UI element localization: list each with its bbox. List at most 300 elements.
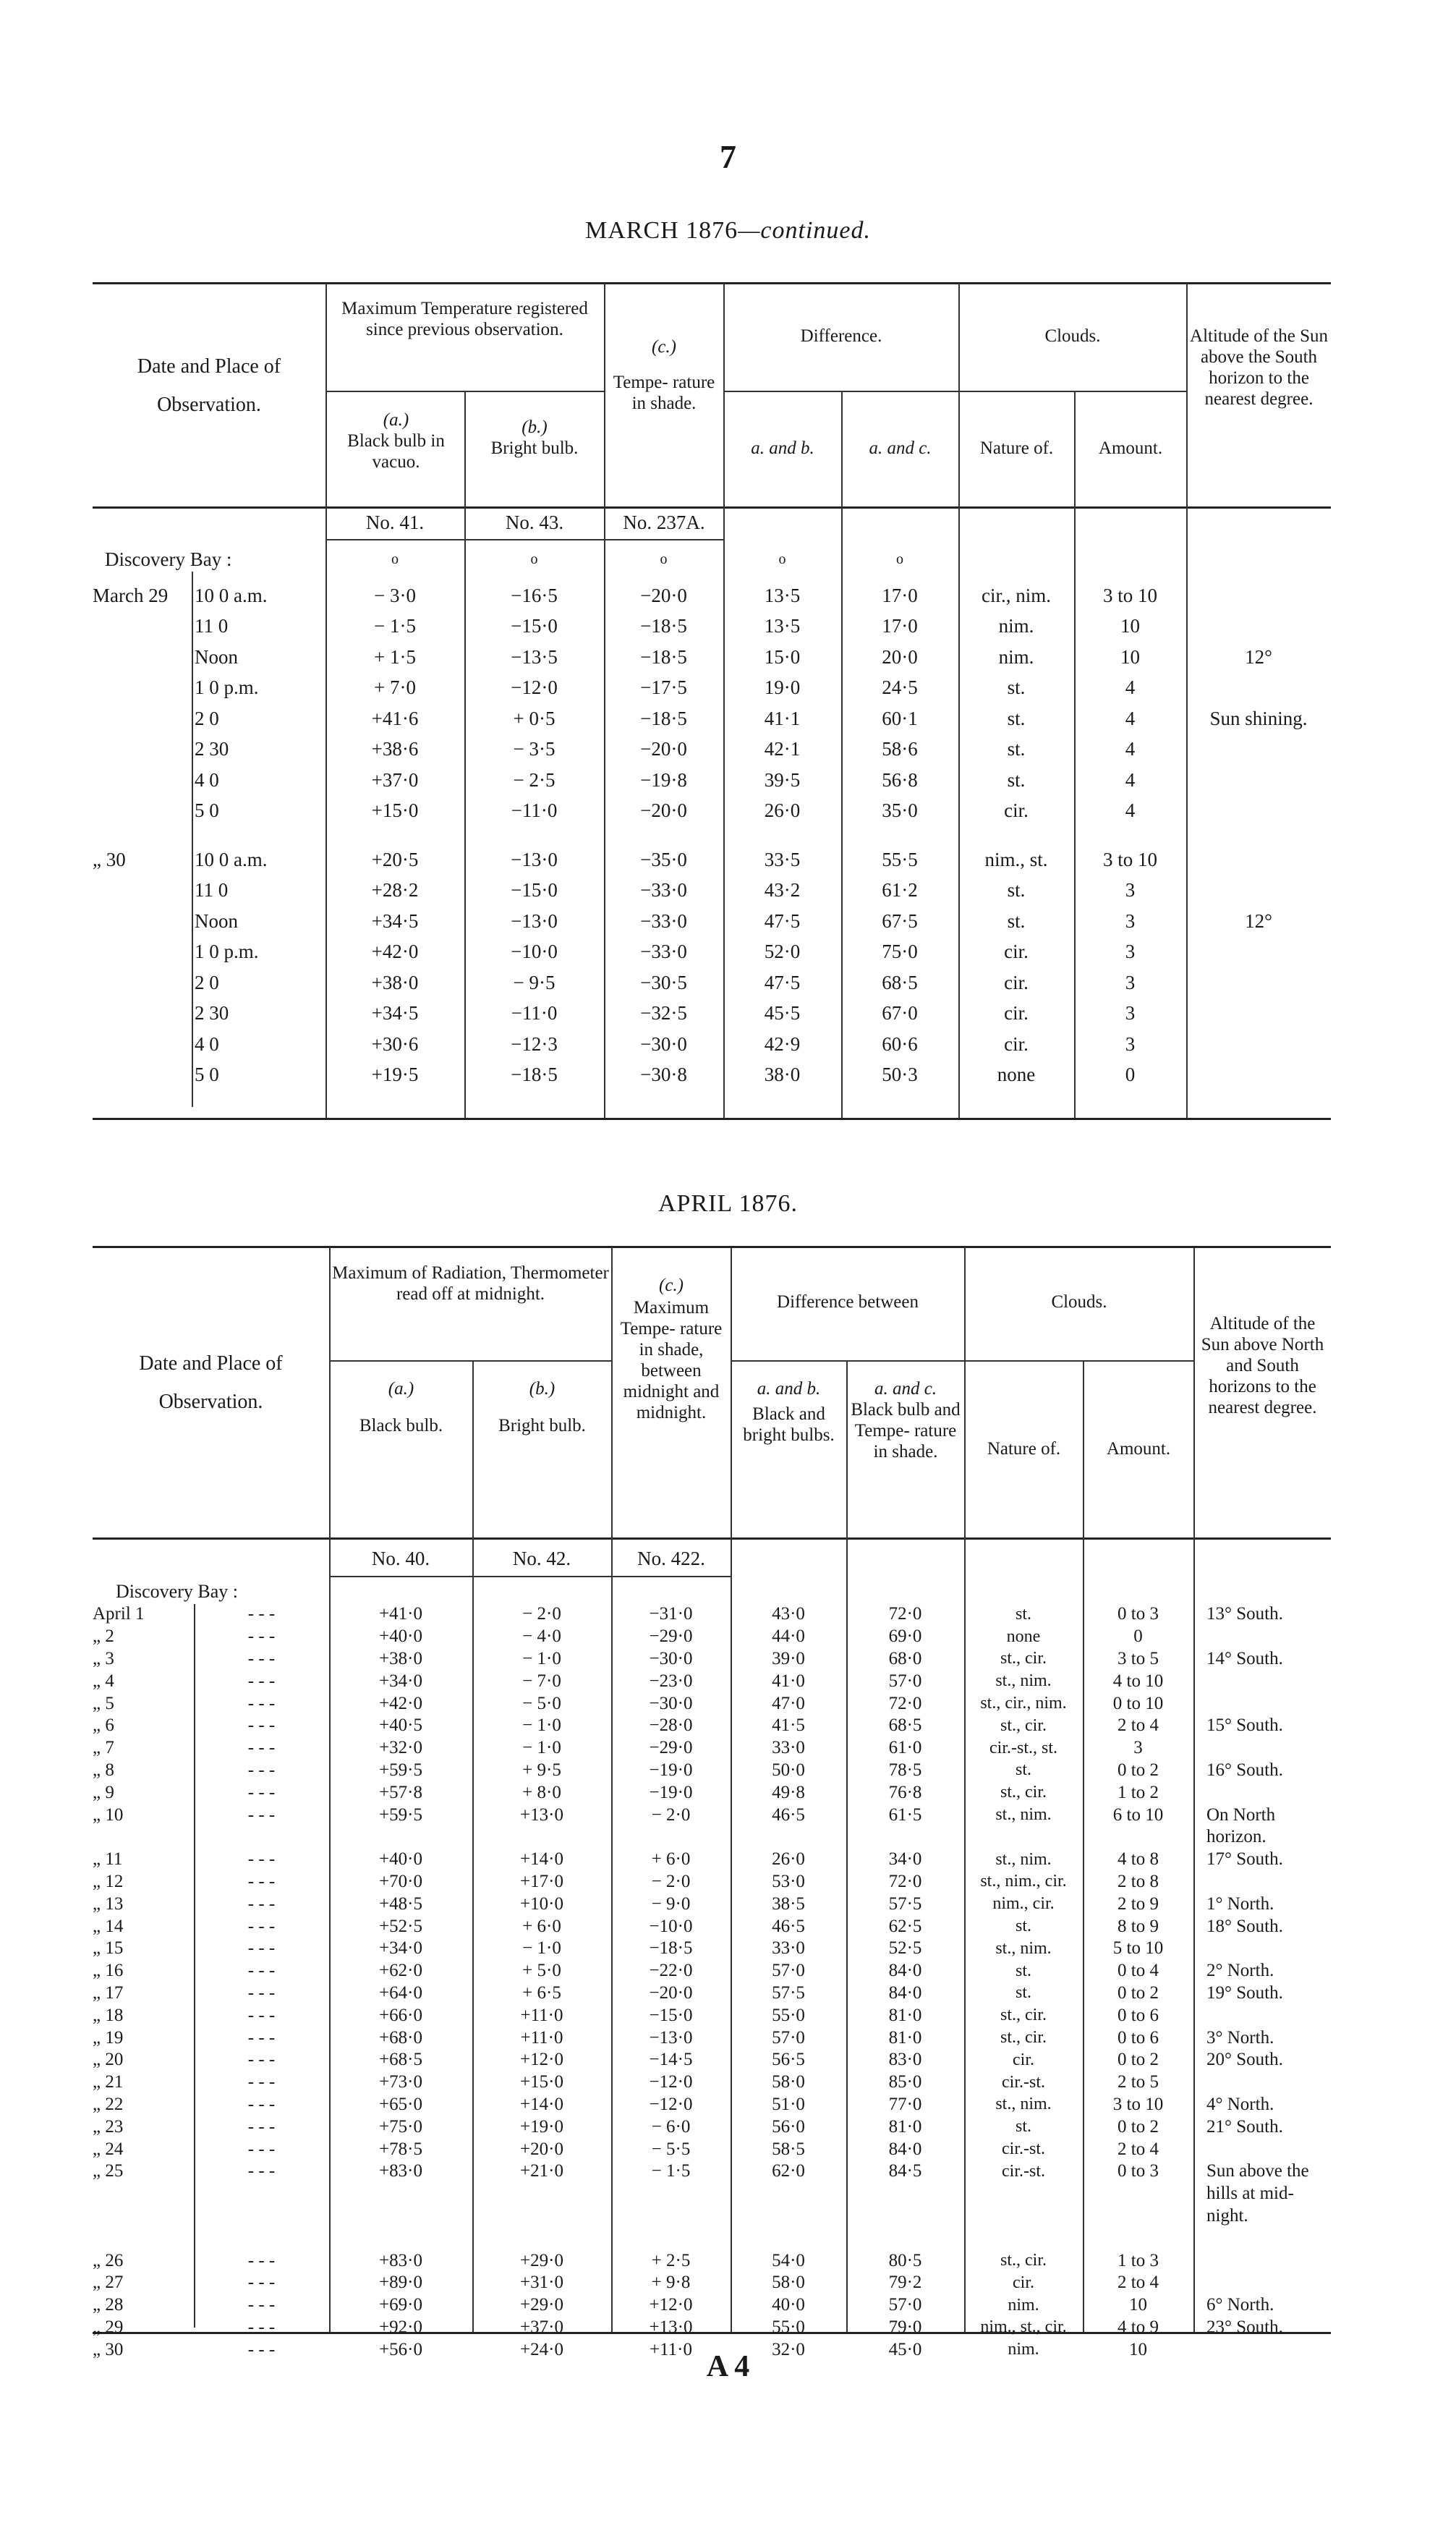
- april-hdr-a: [331, 1378, 471, 1436]
- degree-mark: o: [530, 551, 538, 567]
- bright-bulb-cell: + 6·0: [522, 1916, 561, 1936]
- april-hdr-b: [474, 1378, 610, 1436]
- march-hdr-a-label: (a.): [383, 410, 409, 430]
- bright-bulb-cell: +15·0: [520, 2072, 563, 2092]
- march-hdr-b: [467, 417, 602, 459]
- table-row: [93, 580, 1331, 611]
- dash-filler: - - -: [247, 1961, 276, 1981]
- dash-filler: - - -: [247, 1715, 276, 1736]
- bright-bulb-cell: −12·3: [511, 1032, 558, 1055]
- date-cell: „ 30: [93, 2339, 124, 2359]
- table-row: [93, 1804, 1331, 1826]
- cloud-amount-cell: [1083, 2227, 1193, 2249]
- black-bulb-cell: +59·5: [379, 1760, 422, 1780]
- sun-altitude-cell: 15° South.: [1206, 1715, 1283, 1736]
- diff-ab-cell: 33·0: [772, 1738, 805, 1758]
- black-bulb-cell: +75·0: [379, 2116, 422, 2137]
- sun-altitude-cell: [1193, 1692, 1331, 1715]
- diff-ab-cell: 32·0: [772, 2339, 805, 2359]
- shade-temp-cell: + 6·0: [651, 1849, 691, 1870]
- date-cell: „ 4: [93, 1671, 114, 1691]
- diff-ab-cell: 49·8: [772, 1782, 805, 1802]
- page-footer-signature: A 4: [706, 2350, 750, 2383]
- black-bulb-cell: +69·0: [379, 2295, 422, 2315]
- shade-temp-cell: + 2·5: [651, 2250, 691, 2270]
- diff-ac-cell: 61·2: [882, 879, 918, 902]
- diff-ac-cell: [846, 2205, 964, 2228]
- dash-filler: - - -: [247, 2116, 276, 2137]
- diff-ab-cell: 45·5: [764, 1002, 801, 1025]
- sun-altitude-cell: [1186, 1060, 1331, 1091]
- table-row: [93, 1060, 1331, 1091]
- diff-ac-cell: 56·8: [882, 768, 918, 791]
- shade-temp-cell: −20·0: [649, 1982, 693, 2003]
- table-row: [93, 703, 1331, 734]
- april-hdr-ac-text: Black bulb and Tempe- rature in shade.: [851, 1400, 961, 1462]
- black-bulb-cell: +48·5: [379, 1893, 422, 1914]
- dash-filler: - - -: [247, 2139, 276, 2159]
- diff-ab-cell: [731, 2183, 846, 2205]
- diff-ab-cell: 50·0: [772, 1760, 805, 1780]
- diff-ac-cell: 55·5: [882, 848, 918, 870]
- date-cell: „ 18: [93, 2005, 124, 2025]
- sun-altitude-cell: 14° South.: [1206, 1648, 1283, 1668]
- date-cell: „ 25: [93, 2161, 124, 2181]
- date-cell: „ 12: [93, 1871, 124, 1891]
- cloud-amount-cell: 1 to 3: [1117, 2250, 1159, 2270]
- table-row: [93, 2272, 1331, 2294]
- date-cell: „ 9: [93, 1782, 114, 1802]
- diff-ab-cell: 39·0: [772, 1648, 805, 1668]
- cloud-nature-cell: st., cir., nim.: [980, 1694, 1067, 1713]
- shade-temp-cell: +12·0: [649, 2295, 693, 2315]
- sun-altitude-cell: [1186, 826, 1331, 875]
- date-cell: [93, 796, 190, 827]
- date-cell: March 29: [93, 584, 169, 606]
- march-hdr-altitude: Altitude of the Sun above the South horizon to the nearest degree.: [1190, 326, 1328, 409]
- date-cell: [93, 998, 190, 1030]
- date-cell: „ 11: [93, 1849, 123, 1870]
- march-title-continued: —continued.: [738, 217, 871, 244]
- bright-bulb-cell: − 7·0: [522, 1671, 561, 1691]
- diff-ac-cell: 81·0: [888, 2005, 922, 2025]
- cloud-amount-cell: 0 to 4: [1117, 1961, 1159, 1981]
- black-bulb-cell: +83·0: [379, 2161, 422, 2181]
- bright-bulb-cell: + 5·0: [522, 1961, 561, 1981]
- cloud-amount-cell: [1083, 2183, 1193, 2205]
- table-row: [93, 2249, 1331, 2272]
- cloud-nature-cell: cir.: [1004, 971, 1029, 993]
- date-cell: „ 8: [93, 1760, 114, 1780]
- diff-ac-cell: 81·0: [888, 2116, 922, 2137]
- date-cell: „ 27: [93, 2273, 124, 2293]
- sun-altitude-cell: 4° North.: [1206, 2094, 1274, 2114]
- diff-ab-cell: 47·5: [764, 971, 801, 993]
- diff-ab-cell: 58·5: [772, 2139, 805, 2159]
- april-hdr-ac: [848, 1378, 963, 1462]
- cloud-nature-cell: cir.: [1004, 1032, 1029, 1055]
- cloud-nature-cell: nim.: [998, 645, 1034, 668]
- cloud-nature-cell: [964, 1826, 1083, 1849]
- bright-bulb-cell: +21·0: [520, 2161, 563, 2181]
- diff-ac-cell: 68·5: [882, 971, 918, 993]
- bright-bulb-cell: − 1·0: [522, 1715, 561, 1736]
- date-cell: „ 5: [93, 1693, 114, 1713]
- degree-mark: o: [391, 551, 399, 567]
- cloud-amount-cell: 0: [1133, 1626, 1143, 1647]
- time-cell: 5 0: [195, 799, 219, 822]
- shade-temp-cell: −19·0: [649, 1782, 693, 1802]
- dash-filler: - - -: [247, 2339, 276, 2359]
- cloud-nature-cell: st.: [1015, 1983, 1031, 2003]
- march-hdr-c-text: Tempe- rature in shade.: [613, 373, 715, 413]
- dash-filler: - - -: [247, 1893, 276, 1914]
- date-cell: April 1: [93, 1604, 145, 1624]
- march-inst-c: No. 237A.: [623, 512, 705, 533]
- cloud-amount-cell: 0 to 2: [1117, 1760, 1159, 1780]
- dash-filler: - - -: [247, 1604, 276, 1624]
- table-row: [93, 2183, 1331, 2205]
- april-inst-rule: [329, 1576, 731, 1577]
- march-title: [0, 217, 1456, 245]
- sun-altitude-cell: [1193, 1737, 1331, 1760]
- black-bulb-cell: +65·0: [379, 2094, 422, 2114]
- cloud-amount-cell: 4: [1125, 676, 1136, 699]
- diff-ac-cell: [846, 1826, 964, 1849]
- cloud-amount-cell: 4: [1125, 799, 1136, 822]
- time-cell: 10 0 a.m.: [195, 848, 268, 870]
- cloud-nature-cell: nim., st.: [984, 848, 1048, 870]
- diff-ab-cell: 46·5: [772, 1916, 805, 1936]
- cloud-nature-cell: st.: [1015, 1760, 1031, 1780]
- sun-altitude-cell: [1193, 2227, 1331, 2249]
- diff-ab-cell: 54·0: [772, 2250, 805, 2270]
- black-bulb-cell: +40·5: [379, 1715, 422, 1736]
- bright-bulb-cell: + 8·0: [522, 1782, 561, 1802]
- diff-ab-cell: 13·5: [764, 615, 801, 637]
- date-cell: [93, 734, 190, 765]
- table-row: [93, 1626, 1331, 1648]
- date-cell: [93, 937, 190, 968]
- diff-ab-cell: 13·5: [764, 584, 801, 606]
- black-bulb-cell: +32·0: [379, 1738, 422, 1758]
- march-header-rule: [93, 506, 1331, 509]
- shade-temp-cell: −30·0: [649, 1648, 693, 1668]
- dash-filler: - - -: [247, 1782, 276, 1802]
- dash-filler: [194, 1826, 329, 1849]
- bright-bulb-cell: − 9·5: [513, 971, 555, 993]
- time-cell: 5 0: [195, 1064, 219, 1086]
- cloud-amount-cell: 3: [1125, 971, 1136, 993]
- date-cell: „ 28: [93, 2295, 124, 2315]
- table-row: [93, 2160, 1331, 2183]
- cloud-nature-cell: st., cir.: [1000, 1649, 1047, 1668]
- time-cell: 11 0: [195, 879, 229, 902]
- cloud-amount-cell: 4 to 10: [1112, 1671, 1164, 1691]
- date-cell: [93, 2227, 194, 2249]
- bright-bulb-cell: +13·0: [520, 1804, 563, 1825]
- dash-filler: - - -: [247, 2317, 276, 2337]
- cloud-amount-cell: 4: [1125, 707, 1136, 729]
- bright-bulb-cell: −10·0: [511, 941, 558, 963]
- table-row: [93, 1760, 1331, 1782]
- cloud-nature-cell: cir.: [1013, 2050, 1034, 2069]
- black-bulb-cell: +56·0: [379, 2339, 422, 2359]
- shade-temp-cell: −33·0: [640, 879, 687, 902]
- black-bulb-cell: − 3·0: [374, 584, 416, 606]
- diff-ac-cell: 61·0: [888, 1738, 922, 1758]
- march-hdr-difference: Difference.: [800, 326, 882, 346]
- shade-temp-cell: −30·0: [640, 1032, 687, 1055]
- sun-altitude-cell: 12°: [1245, 645, 1272, 668]
- cloud-amount-cell: 10: [1120, 615, 1140, 637]
- bright-bulb-cell: − 4·0: [522, 1626, 561, 1647]
- date-cell: [93, 765, 190, 796]
- sun-altitude-cell: [1186, 765, 1331, 796]
- dash-filler: - - -: [247, 1804, 276, 1825]
- table-row: [93, 2004, 1331, 2027]
- date-cell: [93, 2183, 194, 2205]
- cloud-amount-cell: 3 to 10: [1112, 2094, 1164, 2114]
- diff-ac-cell: 72·0: [888, 1693, 922, 1713]
- sun-altitude-cell: [1193, 1938, 1331, 1960]
- time-cell: 2 30: [195, 1002, 229, 1025]
- black-bulb-cell: +34·5: [371, 1002, 419, 1025]
- bright-bulb-cell: [472, 2205, 611, 2228]
- diff-ac-cell: 60·6: [882, 1032, 918, 1055]
- diff-ab-cell: 53·0: [772, 1871, 805, 1891]
- march-hdr-amount: Amount.: [1098, 438, 1163, 458]
- date-cell: [93, 642, 190, 673]
- bright-bulb-cell: −18·5: [511, 1064, 558, 1086]
- cloud-nature-cell: st.: [1007, 768, 1026, 791]
- time-cell: 10 0 a.m.: [195, 584, 268, 606]
- shade-temp-cell: −30·0: [649, 1693, 693, 1713]
- table-row: [93, 1648, 1331, 1671]
- shade-temp-cell: −33·0: [640, 909, 687, 932]
- shade-temp-cell: −14·5: [649, 2050, 693, 2070]
- diff-ab-cell: 39·5: [764, 768, 801, 791]
- cloud-nature-cell: st., nim.: [995, 2095, 1052, 2114]
- black-bulb-cell: +34·0: [379, 1671, 422, 1691]
- cloud-amount-cell: 8 to 9: [1117, 1916, 1159, 1936]
- date-cell: „ 24: [93, 2139, 124, 2159]
- march-hdr-clouds: Clouds.: [1044, 326, 1101, 346]
- diff-ab-cell: [731, 1826, 846, 1849]
- bright-bulb-cell: −13·0: [511, 848, 558, 870]
- bright-bulb-cell: +37·0: [520, 2317, 563, 2337]
- march-top-rule: [93, 282, 1331, 284]
- black-bulb-cell: +15·0: [371, 799, 419, 822]
- diff-ac-cell: 52·5: [888, 1938, 922, 1959]
- cloud-nature-cell: st.: [1015, 1604, 1031, 1624]
- sun-altitude-cell: [1186, 998, 1331, 1030]
- diff-ab-cell: 43·0: [772, 1604, 805, 1624]
- table-row: [93, 1938, 1331, 1960]
- april-hdr-ab-text: Black and bright bulbs.: [743, 1404, 835, 1445]
- sun-altitude-cell: [1186, 937, 1331, 968]
- cloud-amount-cell: 3: [1125, 1032, 1136, 1055]
- diff-ac-cell: 69·0: [888, 1626, 922, 1647]
- cloud-amount-cell: 3: [1125, 909, 1136, 932]
- diff-ab-cell: 26·0: [764, 799, 801, 822]
- cloud-nature-cell: cir.: [1004, 799, 1029, 822]
- diff-ab-cell: 55·0: [772, 2005, 805, 2025]
- shade-temp-cell: [611, 2227, 731, 2249]
- date-cell: „ 30: [93, 848, 126, 870]
- diff-ac-cell: 84·0: [888, 2139, 922, 2159]
- black-bulb-cell: +30·6: [371, 1032, 419, 1055]
- table-row: [93, 2205, 1331, 2228]
- bright-bulb-cell: −16·5: [511, 584, 558, 606]
- shade-temp-cell: −19·8: [640, 768, 687, 791]
- shade-temp-cell: − 5·5: [651, 2139, 691, 2159]
- diff-ab-cell: [731, 2205, 846, 2228]
- cloud-amount-cell: 3 to 10: [1102, 848, 1157, 870]
- black-bulb-cell: +68·0: [379, 2027, 422, 2048]
- date-cell: „ 7: [93, 1738, 114, 1758]
- diff-ac-cell: 79·0: [888, 2317, 922, 2337]
- cloud-amount-cell: 0 to 2: [1117, 2050, 1159, 2070]
- sun-altitude-cell: [1193, 2071, 1331, 2094]
- cloud-amount-cell: 3: [1125, 1002, 1136, 1025]
- date-cell: [93, 1060, 190, 1091]
- cloud-nature-cell: st.: [1007, 707, 1026, 729]
- shade-temp-cell: −28·0: [649, 1715, 693, 1736]
- cloud-amount-cell: 3: [1133, 1738, 1143, 1758]
- sun-altitude-cell: 12°: [1245, 909, 1272, 932]
- cloud-amount-cell: 10: [1120, 645, 1140, 668]
- april-place: Discovery Bay :: [116, 1581, 238, 1602]
- black-bulb-cell: +37·0: [371, 768, 419, 791]
- diff-ac-cell: 85·0: [888, 2072, 922, 2092]
- diff-ac-cell: 24·5: [882, 676, 918, 699]
- black-bulb-cell: +83·0: [379, 2250, 422, 2270]
- march-inst-rule: [325, 539, 723, 540]
- diff-ab-cell: 38·5: [772, 1893, 805, 1914]
- diff-ab-cell: 52·0: [764, 941, 801, 963]
- table-row: [93, 998, 1331, 1030]
- cloud-amount-cell: 2 to 4: [1117, 2273, 1159, 2293]
- time-cell: 1 0 p.m.: [195, 941, 259, 963]
- diff-ac-cell: 78·5: [888, 1760, 922, 1780]
- diff-ac-cell: 68·5: [888, 1715, 922, 1736]
- diff-ab-cell: 58·0: [772, 2273, 805, 2293]
- date-cell: „ 3: [93, 1648, 114, 1668]
- bright-bulb-cell: − 2·0: [522, 1604, 561, 1624]
- dash-filler: [194, 2227, 329, 2249]
- diff-ac-cell: 57·5: [888, 1893, 922, 1914]
- cloud-amount-cell: 10: [1129, 2295, 1147, 2315]
- bright-bulb-cell: +12·0: [520, 2050, 563, 2070]
- diff-ac-cell: 84·5: [888, 2161, 922, 2181]
- table-row: [93, 1871, 1331, 1893]
- bright-bulb-cell: [472, 1826, 611, 1849]
- dash-filler: - - -: [247, 1871, 276, 1891]
- sun-altitude-cell: horizon.: [1206, 1827, 1266, 1847]
- diff-ac-cell: 57·0: [888, 1671, 922, 1691]
- shade-temp-cell: −23·0: [649, 1671, 693, 1691]
- dash-filler: - - -: [247, 1671, 276, 1691]
- cloud-nature-cell: cir.-st.: [1002, 2072, 1045, 2092]
- table-row: [93, 1781, 1331, 1804]
- black-bulb-cell: +73·0: [379, 2072, 422, 2092]
- cloud-nature-cell: none: [1006, 1626, 1041, 1646]
- sun-altitude-cell: 18° South.: [1206, 1916, 1283, 1936]
- march-hdr-ac-text: a. and c.: [869, 438, 932, 458]
- cloud-nature-cell: st.: [1015, 1961, 1031, 1980]
- april-hdr-altitude: Altitude of the Sun above North and South horizons to the nearest degree.: [1201, 1314, 1324, 1417]
- march-hdr-c-label: (c.): [652, 337, 676, 357]
- cloud-nature-cell: st.: [1015, 1917, 1031, 1936]
- dash-filler: - - -: [247, 2250, 276, 2270]
- march-place: Discovery Bay :: [105, 548, 232, 570]
- diff-ab-cell: 40·0: [772, 2295, 805, 2315]
- bright-bulb-cell: +11·0: [520, 2027, 563, 2048]
- black-bulb-cell: +89·0: [379, 2273, 422, 2293]
- cloud-amount-cell: [1083, 1826, 1193, 1849]
- shade-temp-cell: −10·0: [649, 1916, 693, 1936]
- cloud-nature-cell: st.: [1007, 909, 1026, 932]
- table-row: [93, 1670, 1331, 1692]
- black-bulb-cell: +78·5: [379, 2139, 422, 2159]
- dash-filler: - - -: [247, 1982, 276, 2003]
- diff-ac-cell: 77·0: [888, 2094, 922, 2114]
- sun-altitude-cell: 17° South.: [1206, 1849, 1283, 1870]
- bright-bulb-cell: −11·0: [511, 799, 558, 822]
- table-row: [93, 734, 1331, 765]
- table-row: [93, 2227, 1331, 2249]
- black-bulb-cell: +62·0: [379, 1961, 422, 1981]
- dash-filler: - - -: [247, 1648, 276, 1668]
- black-bulb-cell: +42·0: [379, 1693, 422, 1713]
- dash-filler: - - -: [247, 1916, 276, 1936]
- diff-ac-cell: 72·0: [888, 1871, 922, 1891]
- sun-altitude-cell: 23° South.: [1206, 2317, 1283, 2337]
- diff-ab-cell: 19·0: [764, 676, 801, 699]
- degree-mark: o: [660, 551, 668, 567]
- cloud-amount-cell: 6 to 10: [1112, 1804, 1164, 1825]
- sun-altitude-cell: Sun shining.: [1209, 707, 1308, 729]
- diff-ab-cell: 56·0: [772, 2116, 805, 2137]
- bright-bulb-cell: +24·0: [520, 2339, 563, 2359]
- date-cell: „ 2: [93, 1626, 114, 1647]
- diff-ab-cell: [731, 2227, 846, 2249]
- bright-bulb-cell: − 1·0: [522, 1938, 561, 1959]
- diff-ac-cell: 75·0: [882, 941, 918, 963]
- bright-bulb-cell: −11·0: [511, 1002, 558, 1025]
- cloud-nature-cell: [964, 2227, 1083, 2249]
- table-row: [93, 1603, 1331, 1626]
- shade-temp-cell: −18·5: [640, 615, 687, 637]
- black-bulb-cell: [329, 1826, 472, 1849]
- april-hdr-a-text: Black bulb.: [359, 1416, 443, 1435]
- diff-ac-cell: 58·6: [882, 738, 918, 760]
- bright-bulb-cell: + 0·5: [513, 707, 555, 729]
- shade-temp-cell: −29·0: [649, 1738, 693, 1758]
- shade-temp-cell: −20·0: [640, 738, 687, 760]
- time-cell: 2 0: [195, 971, 219, 993]
- black-bulb-cell: +59·5: [379, 1804, 422, 1825]
- shade-temp-cell: −18·5: [640, 645, 687, 668]
- diff-ab-cell: 57·5: [772, 1982, 805, 2003]
- shade-temp-cell: − 2·0: [651, 1804, 691, 1825]
- date-cell: „ 17: [93, 1982, 124, 2003]
- shade-temp-cell: −22·0: [649, 1961, 693, 1981]
- april-header-rule: [93, 1537, 1331, 1540]
- april-hdr-date-line1: Date and Place of: [139, 1352, 283, 1375]
- black-bulb-cell: +19·5: [371, 1064, 419, 1086]
